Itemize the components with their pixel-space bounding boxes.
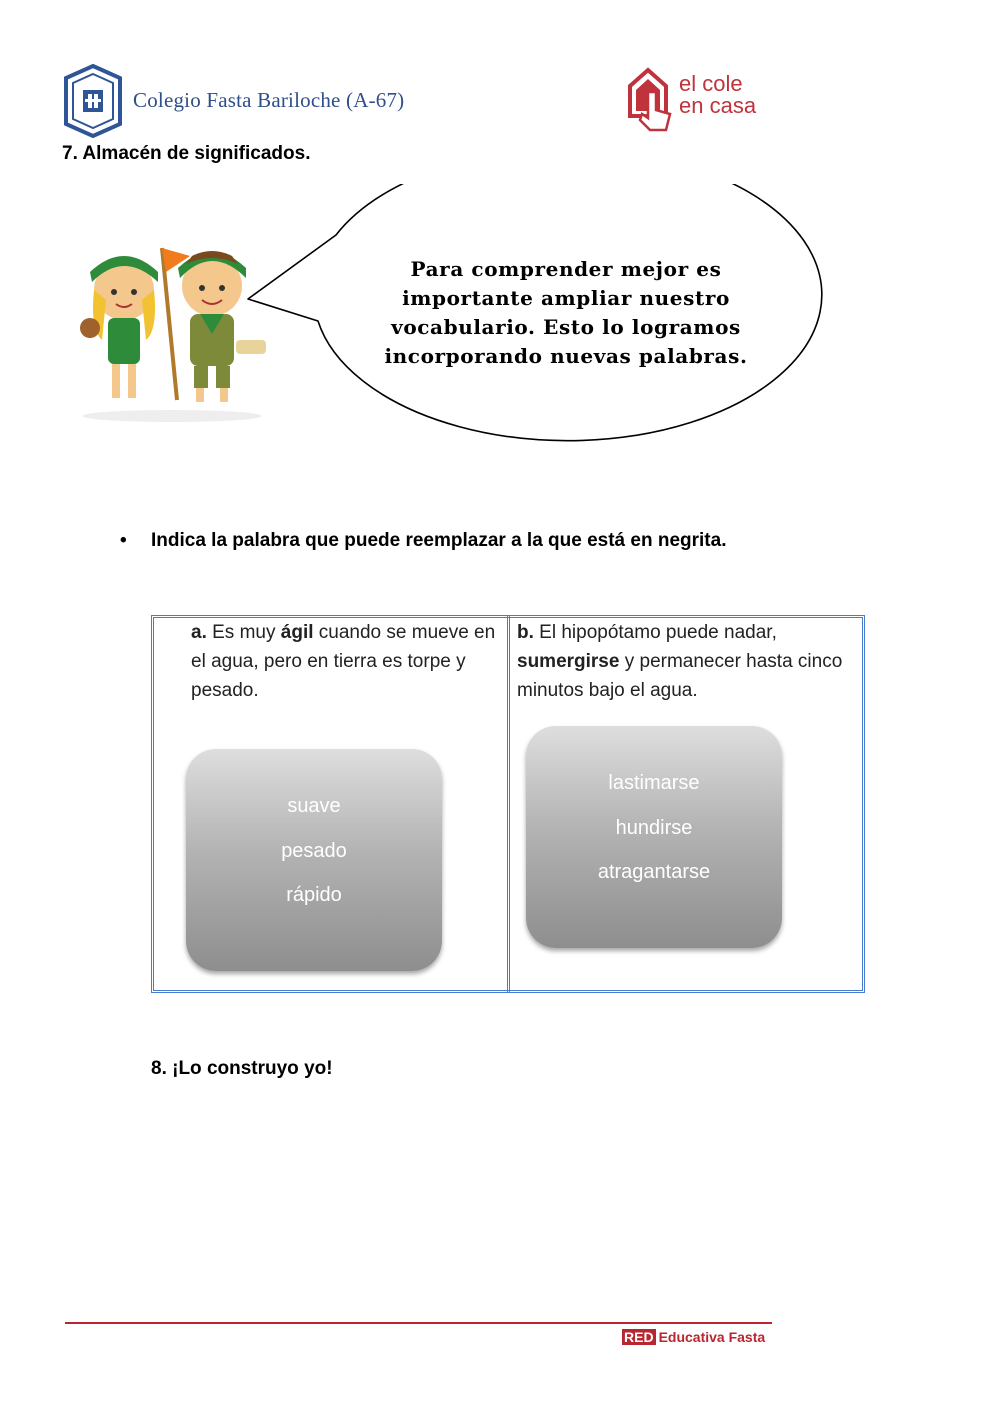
exercise-a-sentence [191, 618, 503, 705]
house-hand-icon [626, 66, 674, 134]
exercise-a-label: a. [191, 622, 207, 643]
footer-brand [622, 1329, 765, 1345]
instruction [120, 530, 726, 552]
option-a-1[interactable]: suave [287, 795, 341, 817]
school-crest-icon [60, 64, 126, 138]
option-b-1[interactable]: lastimarse [608, 772, 700, 794]
options-box-b [526, 726, 782, 948]
footer-divider [65, 1322, 772, 1324]
exercise-b-bold-word: sumergirse [517, 651, 620, 672]
bullet-icon: • [120, 530, 127, 551]
exercise-b-label: b. [517, 622, 534, 643]
exercise-b-text-after: y permanecer hasta cinco minutos bajo el agua. [517, 651, 843, 701]
footer-brand-text: Educativa Fasta [658, 1329, 766, 1345]
section-8-title: 8. ¡Lo construyo yo! [151, 1058, 333, 1079]
option-b-3[interactable]: atragantarse [597, 861, 711, 883]
cole-logo-line1: el cole [679, 71, 743, 96]
options-box-a [186, 749, 442, 971]
exercise-a-text-before: Es muy [206, 622, 281, 643]
exercise-b-text-before: El hipopótamo puede nadar, [533, 622, 777, 643]
instruction-text: Indica la palabra que puede reemplazar a la que está en negrita. [151, 530, 727, 551]
footer-brand-red: RED [624, 1329, 654, 1345]
cole-logo-line2: en casa [679, 93, 757, 118]
speech-bubble-text: Para comprender mejor es importante ampliar nuestro vocabulario. Esto lo logramos incorporando nuevas palabras. [384, 257, 748, 368]
school-name: Colegio Fasta Bariloche (A-67) [133, 88, 405, 112]
option-a-2[interactable]: pesado [281, 840, 347, 862]
section-7-title: 7. Almacén de significados. [62, 143, 311, 164]
option-a-3[interactable]: rápido [286, 884, 342, 906]
exercise-a-text-after: cuando se mueve en el agua, pero en tierra es torpe y pesado. [191, 622, 496, 701]
option-b-2[interactable]: hundirse [615, 817, 693, 839]
exercise-b-sentence [517, 618, 857, 705]
exercise-a-bold-word: ágil [280, 622, 314, 643]
cole-en-casa-logo-text [679, 73, 756, 117]
table-divider [507, 615, 510, 993]
